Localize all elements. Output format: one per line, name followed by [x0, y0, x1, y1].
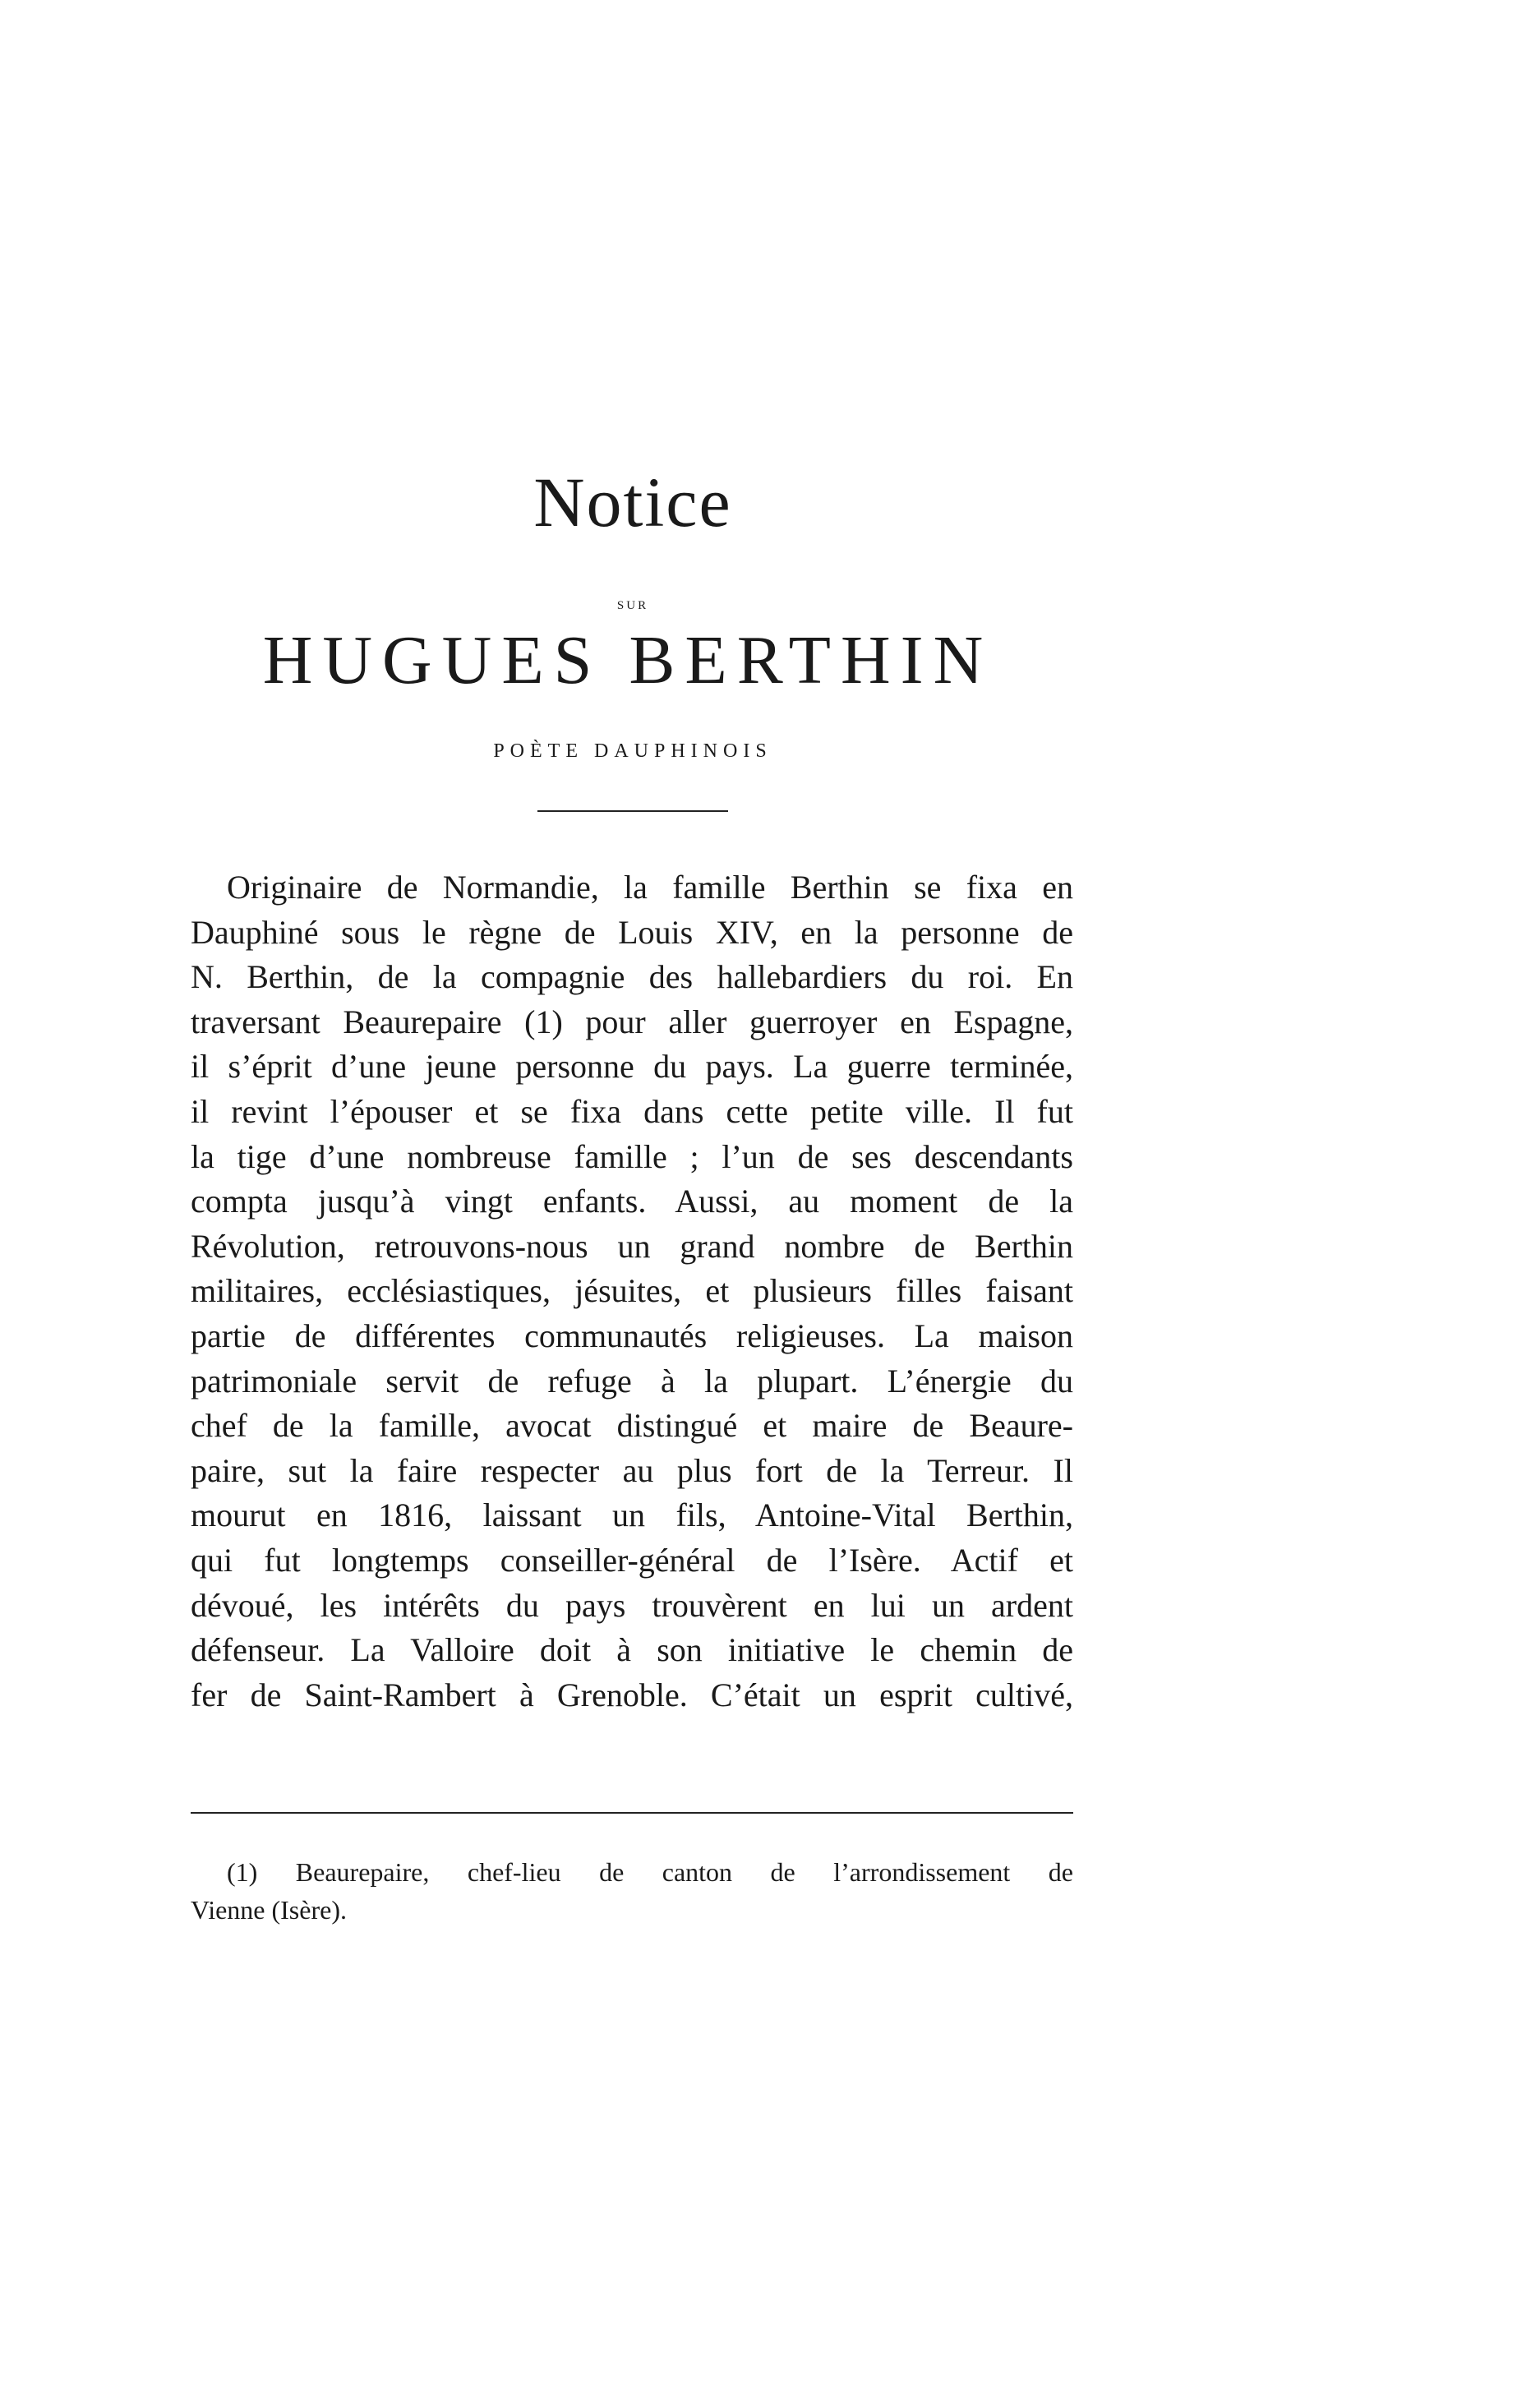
title-notice: Notice: [533, 463, 732, 542]
body-line: Révolution, retrouvons-nous un grand nombre de Berthin: [191, 1227, 1073, 1265]
body-line: Dauphiné sous le règne de Louis XIV, en la personne de: [191, 913, 1073, 951]
footnote: [191, 1853, 1073, 1929]
body-line: N. Berthin, de la compagnie des hallebardiers du roi. En: [191, 958, 1073, 996]
body-line: dévoué, les intérêts du pays trouvèrent en lui un ardent: [191, 1586, 1073, 1624]
body-paragraph: [191, 865, 1073, 1718]
body-line: fer de Saint-Rambert à Grenoble. C’était un esprit cultivé,: [191, 1676, 1073, 1713]
body-line: il revint l’épouser et se fixa dans cette petite ville. Il fut: [191, 1092, 1073, 1130]
body-line: Originaire de Normandie, la famille Berthin se fixa en: [227, 869, 1073, 906]
footnote-line: Vienne (Isère).: [191, 1895, 347, 1925]
body-line: il s’éprit d’une jeune personne du pays. La guerre terminée,: [191, 1048, 1073, 1086]
footnote-line: (1) Beaurepaire, chef-lieu de canton de l’arrondissement de: [227, 1857, 1073, 1887]
body-line: défenseur. La Valloire doit à son initiative le chemin de: [191, 1631, 1073, 1669]
title-name: HUGUES BERTHIN: [262, 622, 994, 699]
title-sur: SUR: [616, 599, 649, 612]
body-line: la tige d’une nombreuse famille ; l’un de ses descendants: [191, 1137, 1073, 1175]
body-line: mourut en 1816, laissant un fils, Antoine-Vital Berthin,: [191, 1496, 1073, 1534]
body-line: militaires, ecclésiastiques, jésuites, et plusieurs filles faisant: [191, 1272, 1073, 1310]
body-line: chef de la famille, avocat distingué et maire de Beaure-: [191, 1407, 1073, 1445]
body-line: compta jusqu’à vingt enfants. Aussi, au moment de la: [191, 1183, 1073, 1220]
body-line: traversant Beaurepaire (1) pour aller guerroyer en Espagne,: [191, 1003, 1073, 1040]
body-line: partie de différentes communautés religieuses. La maison: [191, 1316, 1073, 1354]
body-line: paire, sut la faire respecter au plus fort de la Terreur. Il: [191, 1451, 1073, 1489]
body-line: patrimoniale servit de refuge à la plupart. L’énergie du: [191, 1362, 1073, 1399]
title-divider: [537, 810, 728, 812]
body-line: qui fut longtemps conseiller-général de l’Isère. Actif et: [191, 1541, 1073, 1579]
title-subtitle: POÈTE DAUPHINOIS: [493, 740, 772, 762]
footnote-divider: [191, 1812, 1073, 1814]
